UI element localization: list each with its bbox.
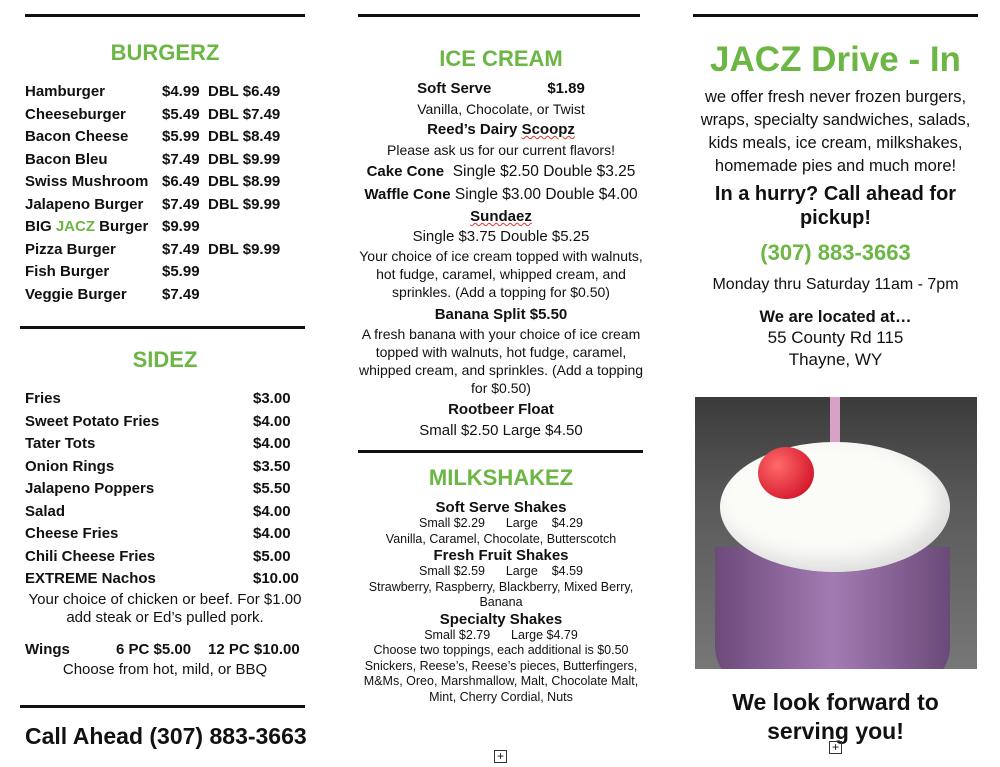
side-row — [25, 501, 305, 524]
reeds-label: Reed’s Dairy — [427, 121, 522, 138]
burger-row — [25, 216, 305, 239]
soft-serve-flavors: Vanilla, Chocolate, or Twist — [417, 101, 585, 117]
burger-name: Pizza Burger — [25, 240, 116, 258]
plus-box-icon[interactable]: + — [494, 750, 507, 763]
burger-double-price: DBL $8.49 — [208, 128, 281, 145]
plus-box-icon[interactable]: + — [829, 741, 842, 754]
side-price: $4.00 — [253, 412, 291, 430]
specialty-shakes-prices: Small $2.79 Large $4.79 — [424, 627, 578, 642]
burger-price: $5.99 — [162, 263, 200, 280]
wings-label: Wings — [25, 640, 70, 658]
rootbeer-prices: Small $2.50 Large $4.50 — [419, 422, 583, 439]
burger-double-price: DBL $7.49 — [208, 105, 281, 123]
fruit-shakes-flavors: Strawberry, Raspberry, Blackberry, Mixed Berry, Banana — [368, 579, 634, 609]
side-row — [25, 478, 305, 501]
burger-price: $7.49 — [162, 240, 200, 258]
burger-name: Fish Burger — [25, 263, 110, 280]
burger-name — [25, 216, 148, 239]
ice-cream-section — [355, 46, 647, 442]
burger-row — [25, 171, 305, 194]
burger-name: Cheeseburger — [25, 105, 126, 123]
soft-shakes-flavors: Vanilla, Caramel, Chocolate, Butterscotch — [385, 531, 617, 546]
burger-name: Bacon Bleu — [25, 150, 108, 168]
burger-double-price: DBL $8.99 — [208, 173, 281, 190]
side-price: $4.00 — [253, 502, 291, 520]
milkshake-photo — [695, 397, 977, 669]
rootbeer-label: Rootbeer Float — [448, 401, 554, 418]
name-part-jacz: JACZ — [55, 218, 96, 235]
address-line-1: 55 County Rd 115 — [767, 328, 904, 347]
burger-price: $5.49 — [162, 105, 200, 123]
burger-row — [25, 81, 305, 104]
waffle-cone-label: Waffle Cone — [364, 186, 451, 203]
divider — [20, 705, 305, 708]
side-row — [25, 568, 305, 591]
burger-price: $6.49 — [162, 173, 200, 190]
side-price: $3.50 — [253, 457, 291, 475]
divider — [20, 326, 305, 329]
burger-price: $7.49 — [162, 150, 200, 168]
side-name: EXTREME Nachos — [25, 570, 156, 587]
side-price: $4.00 — [253, 435, 291, 452]
burger-name: Hamburger — [25, 83, 106, 100]
side-name: Chili Cheese Fries — [25, 547, 156, 565]
fruit-shakes-prices: Small $2.59 Large $4.59 — [419, 564, 583, 578]
burger-name: Jalapeno Burger — [25, 195, 144, 213]
wings-note: Choose from hot, mild, or BBQ — [62, 661, 268, 678]
burger-price: $4.99 — [162, 83, 200, 100]
sidez-title: SIDEZ — [132, 347, 198, 372]
side-row — [25, 546, 305, 569]
side-price: $5.00 — [253, 547, 291, 565]
side-name: Tater Tots — [25, 435, 96, 452]
divider — [25, 14, 305, 17]
burger-double-price: DBL $6.49 — [208, 83, 281, 100]
side-name: Onion Rings — [25, 457, 115, 475]
wings-row — [25, 639, 305, 662]
burger-row — [25, 149, 305, 172]
side-row — [25, 388, 305, 411]
reeds-note: Please ask us for our current flavors! — [387, 142, 615, 158]
wings-6pc: 6 PC $5.00 — [116, 640, 192, 658]
burger-double-price: DBL $9.99 — [208, 240, 281, 258]
side-price: $5.50 — [253, 480, 291, 497]
banana-desc: A fresh banana with your choice of ice cream topped with walnuts, hot fudge, caramel, whipped cream, and sprinkles. (Add a topping for $0.50) — [358, 326, 644, 396]
divider — [358, 450, 643, 453]
waffle-cone-prices: Single $3.00 Double $4.00 — [454, 186, 638, 203]
burger-price: $5.99 — [162, 128, 200, 145]
phone-number: (307) 883-3663 — [760, 240, 911, 265]
burger-row — [25, 126, 305, 149]
burger-double-price: DBL $9.99 — [208, 195, 281, 213]
info-section — [693, 38, 978, 371]
side-name: Cheese Fries — [25, 525, 119, 542]
side-price: $3.00 — [253, 390, 291, 407]
sundaez-desc: Your choice of ice cream topped with walnuts, hot fudge, caramel, whipped cream, and sprinkles. (Add a topping for $0.50) — [359, 248, 643, 300]
burger-row — [25, 239, 305, 262]
side-name: Jalapeno Poppers — [25, 480, 155, 497]
address-line-2: Thayne, WY — [788, 350, 883, 369]
side-row — [25, 523, 305, 546]
sundaez-prices: Single $3.75 Double $5.25 — [412, 228, 590, 245]
divider — [693, 14, 978, 17]
burger-price: $7.49 — [162, 195, 200, 213]
burgerz-title: BURGERZ — [110, 40, 220, 65]
burger-double-price: DBL $9.99 — [208, 150, 281, 168]
ice-cream-title: ICE CREAM — [439, 46, 563, 71]
specialty-shakes-flavors: Snickers, Reese’s, Reese’s pieces, Butterfingers, M&Ms, Oreo, Marshmallow, Malt, Chocolate Malt, Mint, Cherry Cordial, Nuts — [363, 658, 639, 704]
soft-shakes-prices: Small $2.29 Large $4.29 — [419, 516, 583, 530]
side-price: $4.00 — [253, 525, 291, 542]
burger-name: Bacon Cheese — [25, 128, 129, 145]
milkshakez-section — [355, 465, 647, 705]
burger-name: Swiss Mushroom — [25, 173, 149, 190]
burgerz-section — [25, 40, 305, 306]
side-row — [25, 411, 305, 434]
sundaez-label: Sundaez — [470, 208, 532, 225]
specialty-shakes-label: Specialty Shakes — [439, 610, 563, 628]
name-part: Burger — [95, 218, 149, 235]
burger-row — [25, 261, 305, 284]
scoopz-label: Scoopz — [521, 121, 575, 138]
name-part: BIG — [25, 218, 56, 235]
soft-serve-label: Soft Serve — [417, 80, 492, 97]
nachos-note: Your choice of chicken or beef. For $1.00 add steak or Ed’s pulled pork. — [28, 590, 302, 626]
soft-serve-price: $1.89 — [547, 80, 585, 97]
fruit-shakes-label: Fresh Fruit Shakes — [433, 547, 569, 564]
hours: Monday thru Saturday 11am - 7pm — [712, 276, 959, 293]
specialty-shakes-note: Choose two toppings, each additional is $0.50 — [373, 643, 629, 657]
burger-row — [25, 194, 305, 217]
cake-cone-prices: Single $2.50 Double $3.25 — [452, 163, 636, 180]
side-name: Sweet Potato Fries — [25, 412, 160, 430]
cake-cone-label: Cake Cone — [366, 163, 445, 180]
soft-shakes-label: Soft Serve Shakes — [435, 499, 567, 516]
burger-row — [25, 284, 305, 307]
closing-text: We look forward to serving you! — [732, 689, 939, 744]
burger-name: Veggie Burger — [25, 285, 127, 303]
side-row — [25, 456, 305, 479]
burger-price: $9.99 — [162, 218, 200, 235]
side-name: Salad — [25, 502, 66, 520]
located-label: We are located at… — [759, 308, 912, 326]
divider — [358, 14, 640, 17]
side-row — [25, 433, 305, 456]
burger-row — [25, 104, 305, 127]
milkshakez-title: MILKSHAKEZ — [428, 465, 574, 490]
restaurant-title: JACZ Drive - In — [710, 40, 961, 79]
wings-12pc: 12 PC $10.00 — [208, 640, 300, 658]
burger-price: $7.49 — [162, 285, 200, 303]
intro-text: we offer fresh never frozen burgers, wraps, specialty sandwiches, salads, kids meals, ice cream, milkshakes, homemade pies and much more! — [700, 88, 971, 175]
call-ahead: Call Ahead (307) 883-3663 — [25, 723, 307, 749]
banana-split-label: Banana Split $5.50 — [434, 306, 568, 323]
hurry-text: In a hurry? Call ahead for pickup! — [714, 183, 957, 229]
side-price: $10.00 — [253, 570, 299, 587]
sidez-section — [25, 347, 305, 678]
side-name: Fries — [25, 390, 61, 407]
